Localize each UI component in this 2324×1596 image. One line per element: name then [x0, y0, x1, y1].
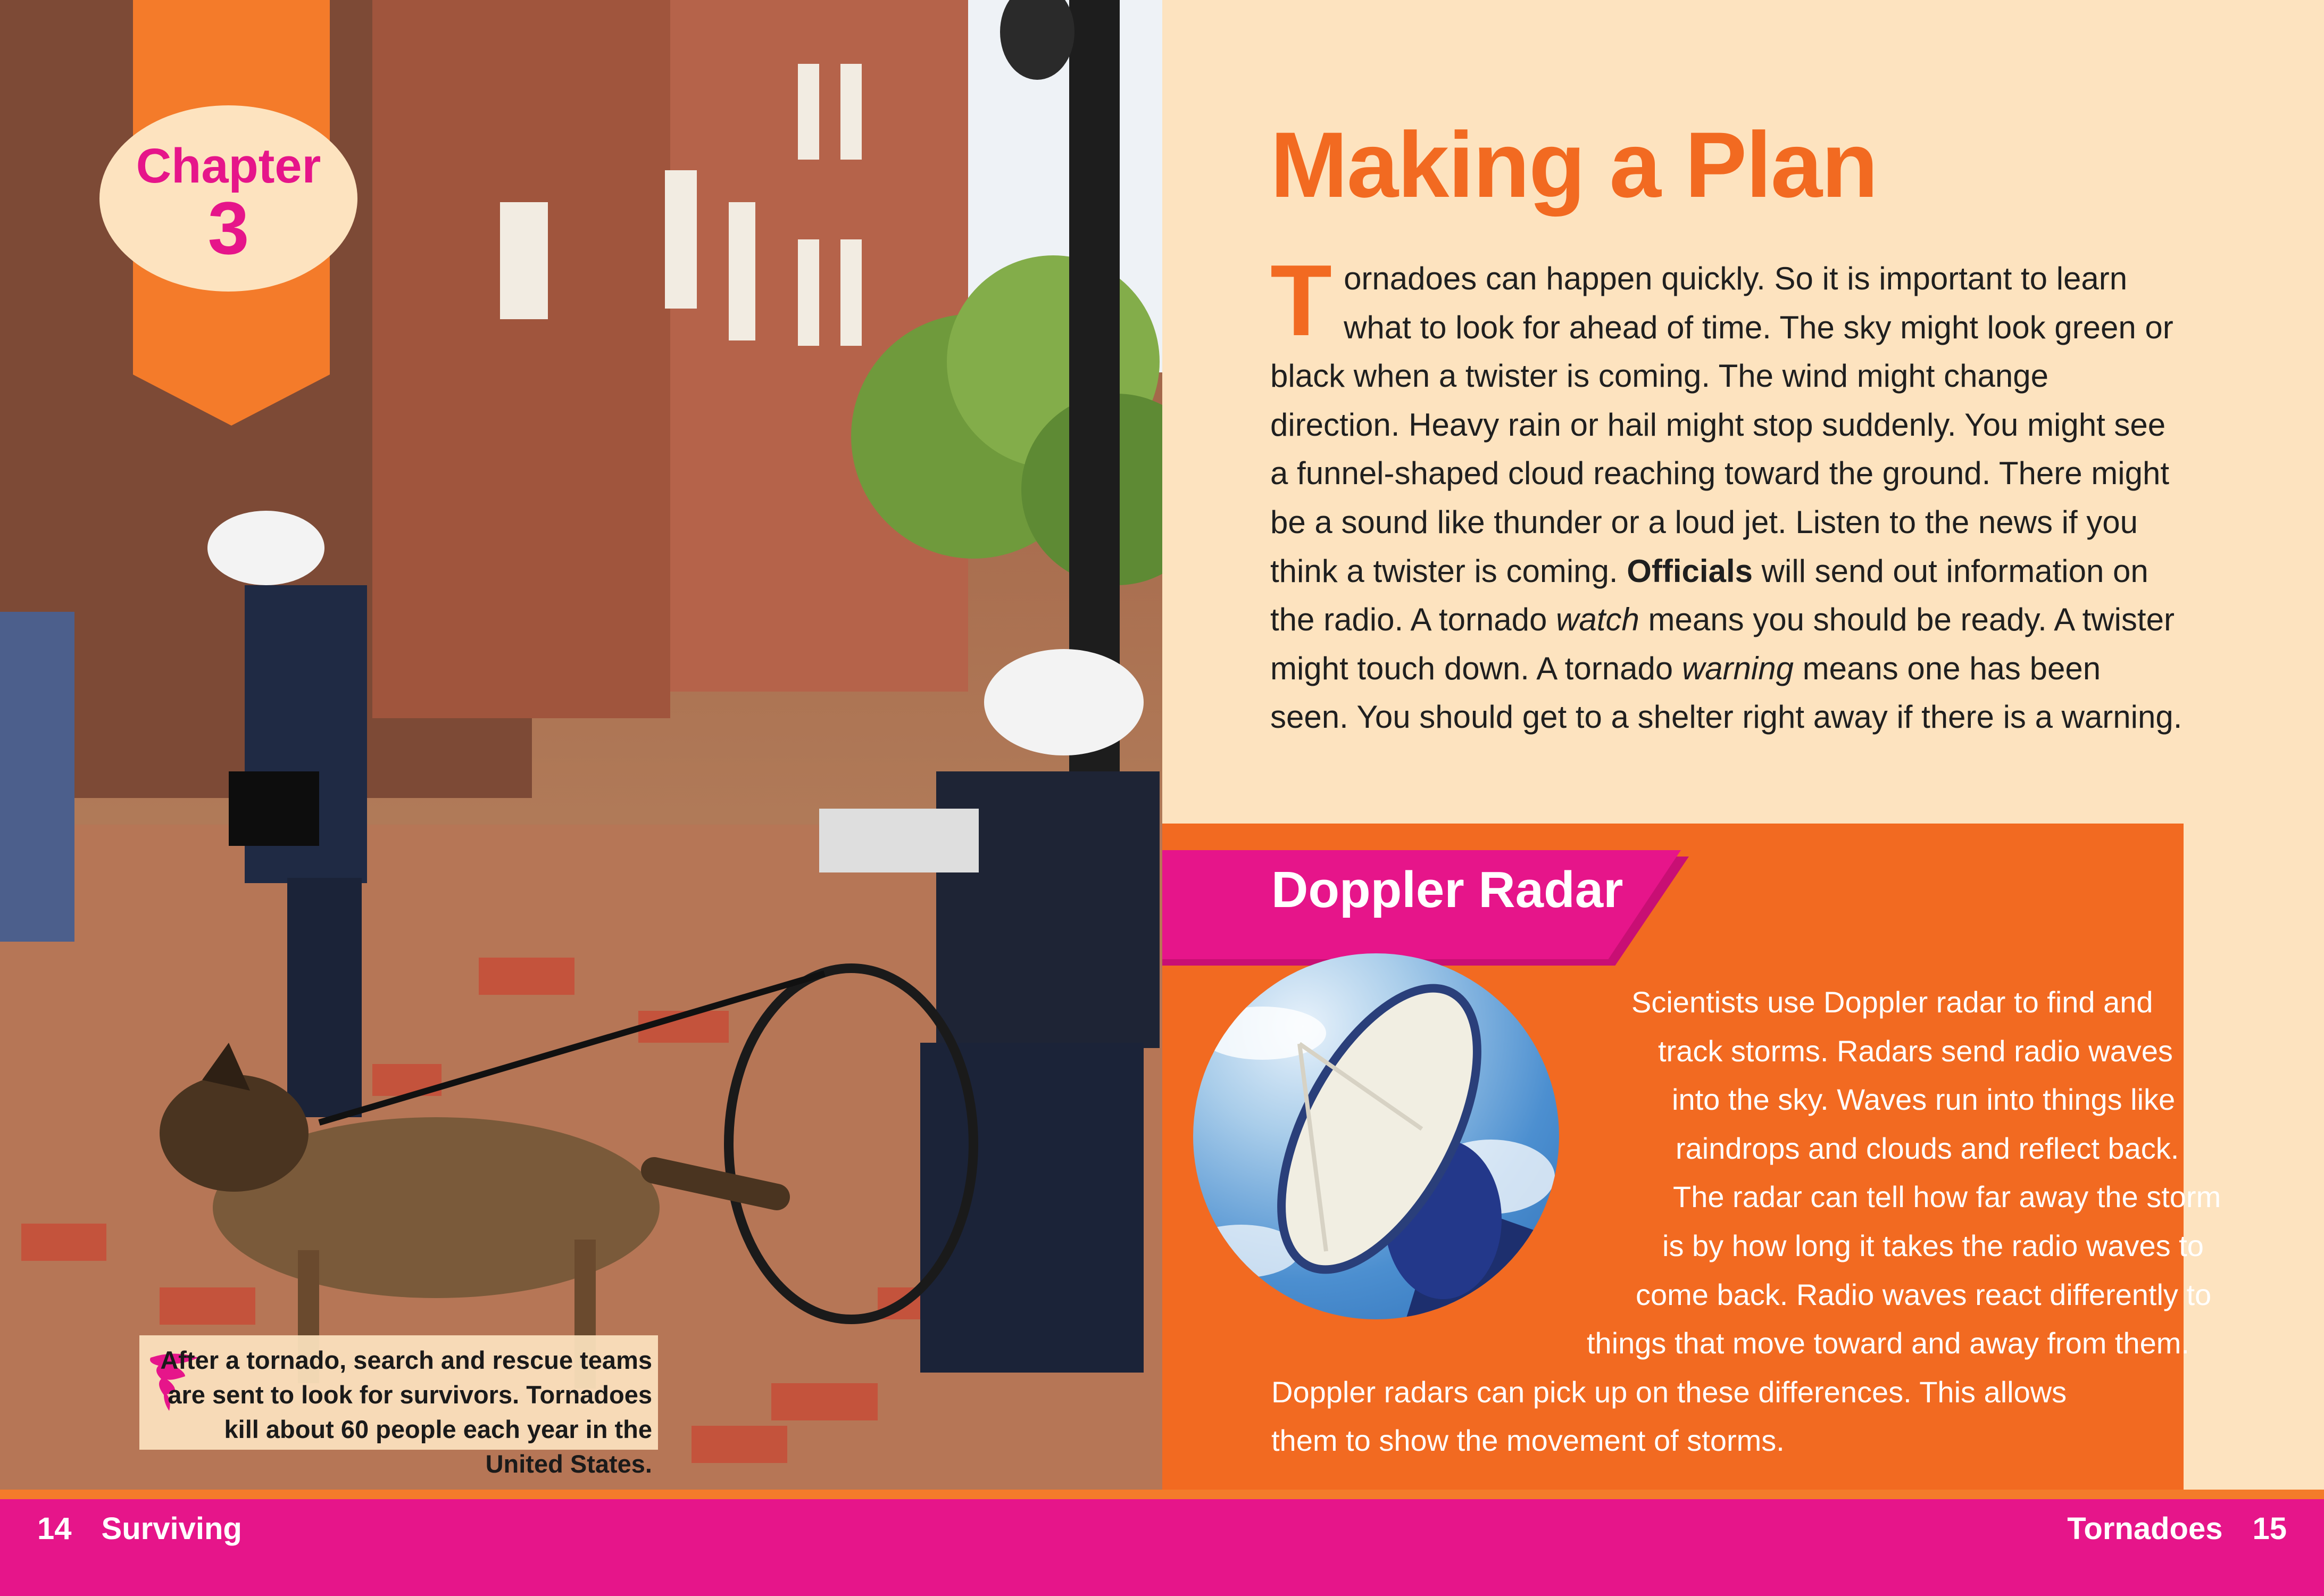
chapter-label: Chapter [136, 139, 321, 193]
doppler-line: Doppler radars can pick up on these differences. This allows [1271, 1375, 2067, 1409]
doppler-line: come back. Radio waves react differently to [1636, 1277, 2212, 1311]
body-paragraph [1270, 244, 2185, 742]
left-running-head: Surviving [101, 1511, 242, 1546]
caption-text: After a tornado, search and rescue teams are sent to look for survivors. Tornadoes kill about 60 people each year in the United States. [160, 1346, 652, 1478]
photo-caption [139, 1335, 658, 1478]
page-title: Making a Plan [1270, 113, 1877, 217]
footer-right [2067, 1511, 2287, 1547]
body-text-part1: ornadoes can happen quickly. So it is important to learn what to look for ahead of time. The sky might look green or black when a twister is coming. The wind might change direction. Heavy rain or hail might stop suddenly. You might see a funnel-shaped cloud reaching toward the ground. There might be a sound like thunder or a loud jet. Listen to the news if you think a twister is coming. [1270, 261, 2173, 589]
doppler-line: raindrops and clouds and reflect back. [1676, 1131, 2179, 1165]
left-page-number: 14 [37, 1511, 72, 1546]
doppler-panel [1162, 824, 2221, 1490]
body-text-part3: means you should be ready. A twister might touch down. A tornado [1270, 602, 2175, 686]
page-footer [0, 1490, 2324, 1596]
chapter-number: 3 [207, 186, 249, 270]
doppler-line: things that move toward and away from them. [1587, 1326, 2189, 1360]
term-warning: warning [1681, 650, 1794, 686]
doppler-line: them to show the movement of storms. [1271, 1424, 1785, 1458]
right-running-head: Tornadoes [2067, 1511, 2223, 1546]
doppler-line: is by how long it takes the radio waves to [1662, 1228, 2204, 1262]
doppler-line: track storms. Radars send radio waves [1658, 1034, 2173, 1068]
drop-cap: T [1270, 244, 1332, 357]
chapter-badge [99, 105, 357, 292]
body-text-part2: will send out information on the radio. A tornado [1270, 553, 2148, 638]
footer-accent-bar [0, 1490, 2324, 1499]
term-watch: watch [1556, 602, 1639, 638]
doppler-body [1271, 978, 2221, 1465]
body-text-part4: means one has been seen. You should get to a shelter right away if there is a warning. [1270, 650, 2183, 735]
footer-left [37, 1511, 242, 1547]
right-page-number: 15 [2252, 1511, 2287, 1546]
doppler-line: The radar can tell how far away the storm [1673, 1180, 2221, 1214]
doppler-heading: Doppler Radar [1271, 861, 1623, 918]
glossary-term-officials: Officials [1627, 553, 1753, 589]
doppler-line: Scientists use Doppler radar to find and [1631, 985, 2153, 1019]
doppler-line: into the sky. Waves run into things like [1672, 1083, 2176, 1117]
